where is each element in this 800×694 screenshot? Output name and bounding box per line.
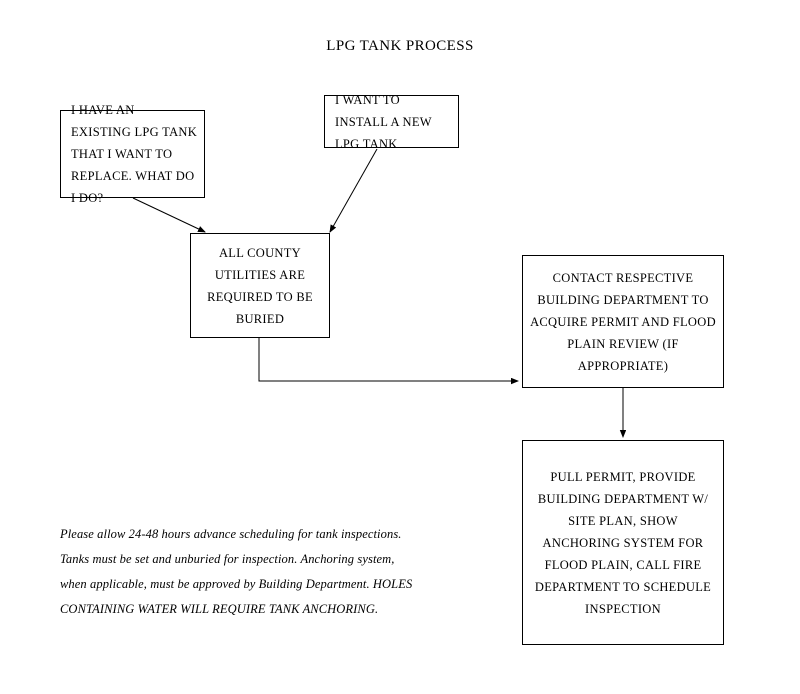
node-utilities-buried-label: ALL COUNTY UTILITIES ARE REQUIRED TO BE BURIED (207, 245, 313, 326)
node-pull-permit[interactable] (522, 440, 724, 645)
page-title: LPG TANK PROCESS (326, 38, 474, 54)
node-install-new-tank[interactable] (324, 92, 459, 151)
node-existing-tank-label: I HAVE AN EXISTING LPG TANK THAT I WANT TO REPLACE. WHAT DO I DO? (71, 103, 198, 205)
node-contact-building-department[interactable] (522, 255, 724, 388)
scheduling-note: Please allow 24-48 hours advance scheduling for tank inspections. Tanks must be set and unburied for inspection. Anchoring system, when applicable, must be approved by Building Department. HOLES CONTAINING WATER WILL REQUIRE TANK ANCHORING. (60, 527, 413, 616)
connector-install-to-buried (330, 149, 377, 232)
node-utilities-buried[interactable] (190, 233, 330, 338)
connector-buried-to-contact (259, 338, 518, 381)
node-install-new-tank-label: I WANT TO INSTALL A NEW LPG TANK (335, 92, 432, 151)
node-contact-building-department-label: CONTACT RESPECTIVE BUILDING DEPARTMENT TO ACQUIRE PERMIT AND FLOOD PLAIN REVIEW (IF APPROPRIATE) (530, 270, 716, 373)
node-pull-permit-label: PULL PERMIT, PROVIDE BUILDING DEPARTMENT W/ SITE PLAN, SHOW ANCHORING SYSTEM FOR FLOOD PLAIN, CALL FIRE DEPARTMENT TO SCHEDULE INSPECTION (534, 469, 712, 616)
node-existing-tank[interactable] (60, 103, 205, 205)
